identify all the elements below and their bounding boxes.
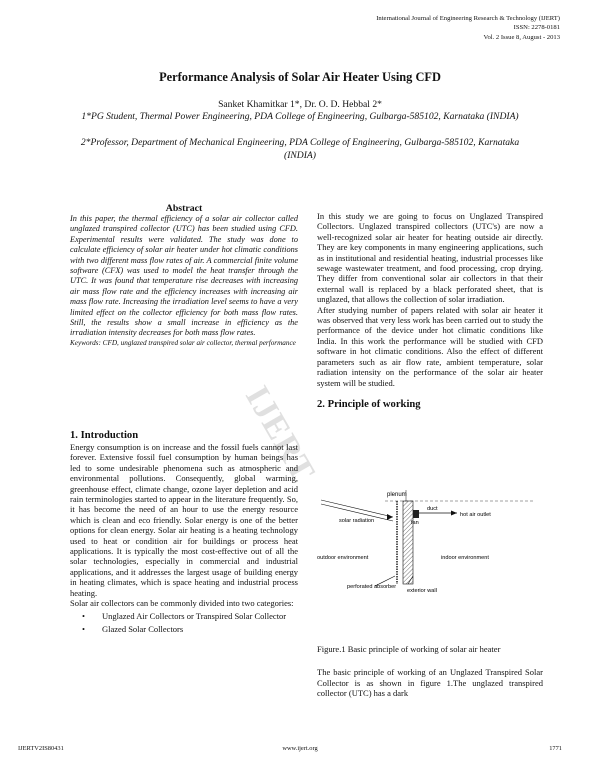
issn: ISSN: 2278-0181: [513, 24, 560, 32]
abstract-section: [70, 203, 298, 348]
principle-paragraph: The basic principle of working of an Unglazed Transpired Solar Collector is as shown in figure 1.The unglazed transpired collector (UTC) has a dark: [317, 667, 543, 699]
label-fan: fan: [411, 520, 419, 526]
figure-1-diagram: [317, 486, 543, 598]
volume-issue: Vol. 2 Issue 8, August - 2013: [483, 33, 560, 41]
authors: Sanket Khamitkar 1*, Dr. O. D. Hebbal 2*: [218, 99, 382, 110]
figure-caption-and-text: [317, 644, 543, 699]
intro-paragraph-1: Energy consumption is on increase and the fossil fuels cannot last forever. Extensive fossil fuel consumption by human beings has led to some undesirable phenomena such as atmospheric and environmental pollutions. Consequently, global warming, greenhouse effect, climate change, ozone layer depletion and acid rain terminologies started to appear in the literature frequently. So, it has become the need of an hour to use the energy resource which is clean and eco friendly. Solar energy is one of the better options for clean energy. Solar air heating is a heating technology used to heat or condition air for buildings or process heat applications. It is typically the most cost-effective out of all the solar technologies, especially in commercial and industrial applications, and it addresses the largest usage of building energy in heating climates, which is space heating and industrial process heating.: [70, 442, 298, 598]
fan-shape: [413, 510, 419, 518]
label-solar-radiation: solar radiation: [339, 518, 375, 524]
figure-1-caption: Figure.1 Basic principle of working of solar air heater: [317, 644, 501, 654]
radiation-ray-1: [321, 500, 393, 517]
label-hot-air-outlet: hot air outlet: [460, 512, 491, 518]
journal-name: International Journal of Engineering Research & Technology (IJERT): [376, 15, 560, 22]
abstract-text: In this paper, the thermal efficiency of a solar air collector called unglazed transpired collector (UTC) has been studied using CFD. Experimental results were validated. The study was done to calculate efficiency of solar air heater under hot climatic conditions with two different mass flow rates of air. A commercial finite volume software (CFX) was used to model the heat transfer through the UTC. It was found that temperature rise decreases with increasing air mass flow rate and the efficiency increases with increasing air mass flow rate. Increasing the irradiation level seems to have a very limited effect on the collector efficiency for both mass flow rates. Still, the results show a small increase in efficiency as the irradiation intensity decreases for both mass flow rates.: [70, 214, 298, 338]
abstract-heading: Abstract: [165, 203, 203, 214]
duct-arrowhead: [451, 511, 457, 516]
introduction-section: [70, 430, 298, 634]
paper-title: Performance Analysis of Solar Air Heater Using CFD: [159, 70, 441, 84]
intro-heading: 1. Introduction: [70, 430, 139, 441]
collector-categories: [70, 611, 298, 635]
radiation-arrowhead: [387, 514, 393, 520]
right-column: [317, 211, 543, 410]
label-outdoor-environment: outdoor environment: [317, 555, 369, 561]
footer-page-number: 1771: [549, 745, 562, 752]
principle-heading: 2. Principle of working: [317, 398, 421, 410]
label-duct: duct: [427, 506, 438, 512]
label-plenum: plenum: [387, 492, 407, 498]
affiliation-2: 2*Professor, Department of Mechanical Engineering, PDA College of Engineering, Gulbarga-585102, Karnataka (INDIA): [80, 137, 520, 161]
study-paragraph: After studying number of papers related with solar air heater it was observed that very less work has been carried out to study the performance of the device under hot climatic conditions like India. In this work the performance will be studied with CFD software in hot climatic conditions. Also the effect of different parameters such as air flow rate, ambient temperature, solar radiation intensity on the performance of the solar air heater system will be studied.: [317, 304, 543, 388]
label-perforated-absorber: perforated absorber: [347, 584, 397, 590]
exterior-wall-shape: [403, 501, 413, 584]
affiliation-1: 1*PG Student, Thermal Power Engineering, PDA College of Engineering, Gulbarga-585102, Karnataka (INDIA): [81, 111, 519, 122]
footer-paper-id: IJERTV2IS80431: [18, 745, 64, 752]
list-item: • Unglazed Air Collectors or Transpired Solar Collector: [70, 611, 298, 621]
utc-paragraph: In this study we are going to focus on Unglazed Transpired Collectors. Unglazed transpired collectors (UTC's) are now a well-recognized solar air heater for heating outside air directly. They are key components in many engineering applications, such as in institutional and residential heating, industrial processes like sewage wastewater treatment, and food processing, crop drying. They differ from conventional solar air collectors in that their external wall is replaced by a black perforated sheet, that is unglazed, that allows the collection of solar irradiation.: [317, 211, 543, 305]
label-indoor-environment: indoor environment: [441, 555, 489, 561]
label-exterior-wall: exterior wall: [407, 588, 437, 594]
keywords: Keywords: CFD, unglazed transpired solar air collector, thermal performance: [70, 338, 296, 347]
footer-website[interactable]: www.ijert.org: [282, 745, 318, 752]
intro-paragraph-2: Solar air collectors can be commonly divided into two categories:: [70, 598, 294, 609]
list-item: • Glazed Solar Collectors: [70, 624, 298, 634]
journal-header: [376, 14, 560, 42]
watermark: IJERT: [237, 380, 322, 489]
